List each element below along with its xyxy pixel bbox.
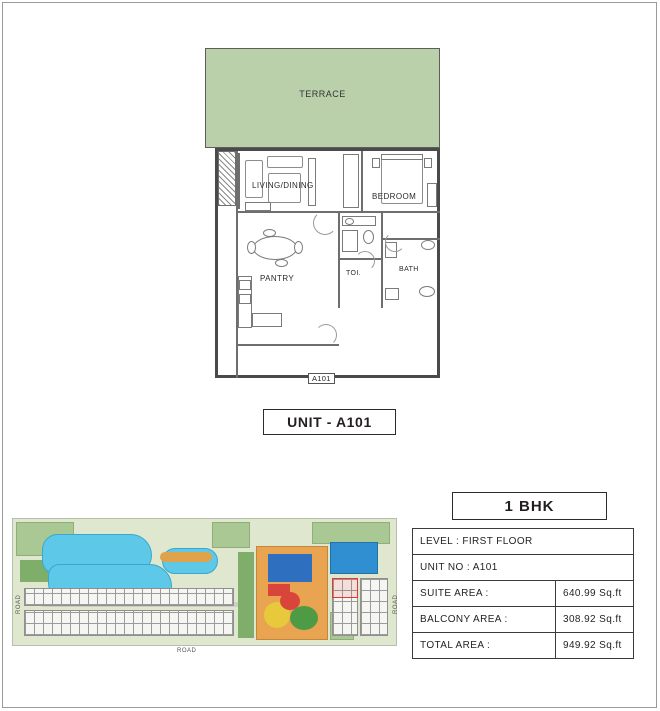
wall-bedroom-left bbox=[361, 151, 363, 213]
table-row bbox=[413, 607, 634, 633]
wall-top bbox=[215, 148, 440, 151]
furniture-wardrobe bbox=[343, 154, 359, 208]
furniture-pantry-island bbox=[252, 313, 282, 327]
site-pool-blue bbox=[330, 542, 378, 574]
window-living bbox=[238, 153, 240, 209]
table-row bbox=[413, 581, 634, 607]
info-total-area-label: TOTAL AREA : bbox=[413, 633, 556, 659]
site-green-center-strip bbox=[238, 552, 254, 638]
site-highlight-unit-a101 bbox=[332, 578, 358, 598]
site-tower-b bbox=[360, 578, 388, 636]
furniture-dining-table bbox=[253, 236, 297, 260]
furniture-nightstand-left bbox=[372, 158, 380, 168]
furniture-console bbox=[267, 156, 303, 168]
furniture-bath-basin bbox=[421, 240, 435, 250]
furniture-hob bbox=[239, 280, 251, 290]
info-unit-no-label: UNIT NO : bbox=[420, 562, 471, 573]
info-level bbox=[413, 529, 634, 555]
furniture-washbasin-toilet bbox=[345, 218, 354, 225]
terrace-label: TERRACE bbox=[299, 89, 346, 99]
site-block-row-upper bbox=[24, 588, 234, 606]
table-row bbox=[413, 555, 634, 581]
info-level-label: LEVEL : bbox=[420, 536, 460, 547]
unit-entry-tag: A101 bbox=[308, 373, 335, 384]
wall-toilet-bath bbox=[381, 213, 383, 308]
furniture-nightstand-right bbox=[424, 158, 432, 168]
shaft-left bbox=[218, 151, 236, 206]
furniture-side-table bbox=[245, 202, 271, 211]
furniture-dresser bbox=[427, 183, 437, 207]
info-balcony-area-value: 308.92 Sq.ft bbox=[556, 607, 634, 633]
room-label-bath: BATH bbox=[399, 266, 419, 273]
furniture-sofa-left bbox=[245, 160, 263, 198]
furniture-bath-wc bbox=[419, 286, 435, 297]
road-label-south: ROAD bbox=[177, 648, 197, 654]
furniture-dining-chair-1 bbox=[247, 241, 256, 254]
table-row bbox=[413, 529, 634, 555]
unit-info-table bbox=[412, 528, 634, 659]
road-label-west: ROAD bbox=[16, 594, 22, 614]
site-block-row-lower bbox=[24, 610, 234, 636]
room-label-pantry: PANTRY bbox=[260, 274, 295, 283]
room-label-living-dining: LIVING/DINING bbox=[252, 181, 314, 190]
site-key-plan bbox=[12, 518, 397, 658]
furniture-wc bbox=[363, 230, 374, 244]
wall-right bbox=[437, 148, 440, 378]
info-suite-area-value: 640.99 Sq.ft bbox=[556, 581, 634, 607]
unit-type-box: 1 BHK bbox=[452, 492, 607, 520]
furniture-dining-chair-3 bbox=[263, 229, 276, 237]
terrace-area bbox=[205, 48, 440, 148]
info-balcony-area-label: BALCONY AREA : bbox=[413, 607, 556, 633]
site-green-n bbox=[212, 522, 250, 548]
info-total-area-value: 949.92 Sq.ft bbox=[556, 633, 634, 659]
wall-pantry-right bbox=[338, 213, 340, 308]
info-unit-no bbox=[413, 555, 634, 581]
door-living bbox=[313, 211, 337, 235]
door-entry bbox=[315, 324, 337, 346]
furniture-bath-cabinet bbox=[385, 288, 399, 300]
furniture-headboard bbox=[381, 154, 423, 160]
furniture-sink bbox=[239, 294, 251, 304]
info-unit-no-value: A101 bbox=[472, 562, 498, 573]
wall-bedroom-bottom bbox=[339, 211, 440, 213]
door-toilet bbox=[355, 251, 375, 271]
info-suite-area-label: SUITE AREA : bbox=[413, 581, 556, 607]
site-play-red bbox=[280, 592, 300, 610]
unit-title-box: UNIT - A101 bbox=[263, 409, 396, 435]
site-play-green bbox=[290, 606, 318, 630]
table-row bbox=[413, 633, 634, 659]
site-green-ne bbox=[312, 522, 390, 544]
floor-plan bbox=[205, 48, 450, 383]
room-label-bedroom: BEDROOM bbox=[372, 192, 417, 201]
door-bath bbox=[385, 232, 405, 252]
furniture-dining-chair-2 bbox=[294, 241, 303, 254]
road-label-east: ROAD bbox=[393, 594, 399, 614]
site-court-basketball bbox=[268, 554, 312, 582]
site-deck bbox=[160, 552, 212, 562]
room-label-toilet: TOI. bbox=[346, 270, 362, 277]
furniture-shower bbox=[342, 230, 358, 252]
furniture-dining-chair-4 bbox=[275, 259, 288, 267]
info-level-value: FIRST FLOOR bbox=[462, 536, 533, 547]
